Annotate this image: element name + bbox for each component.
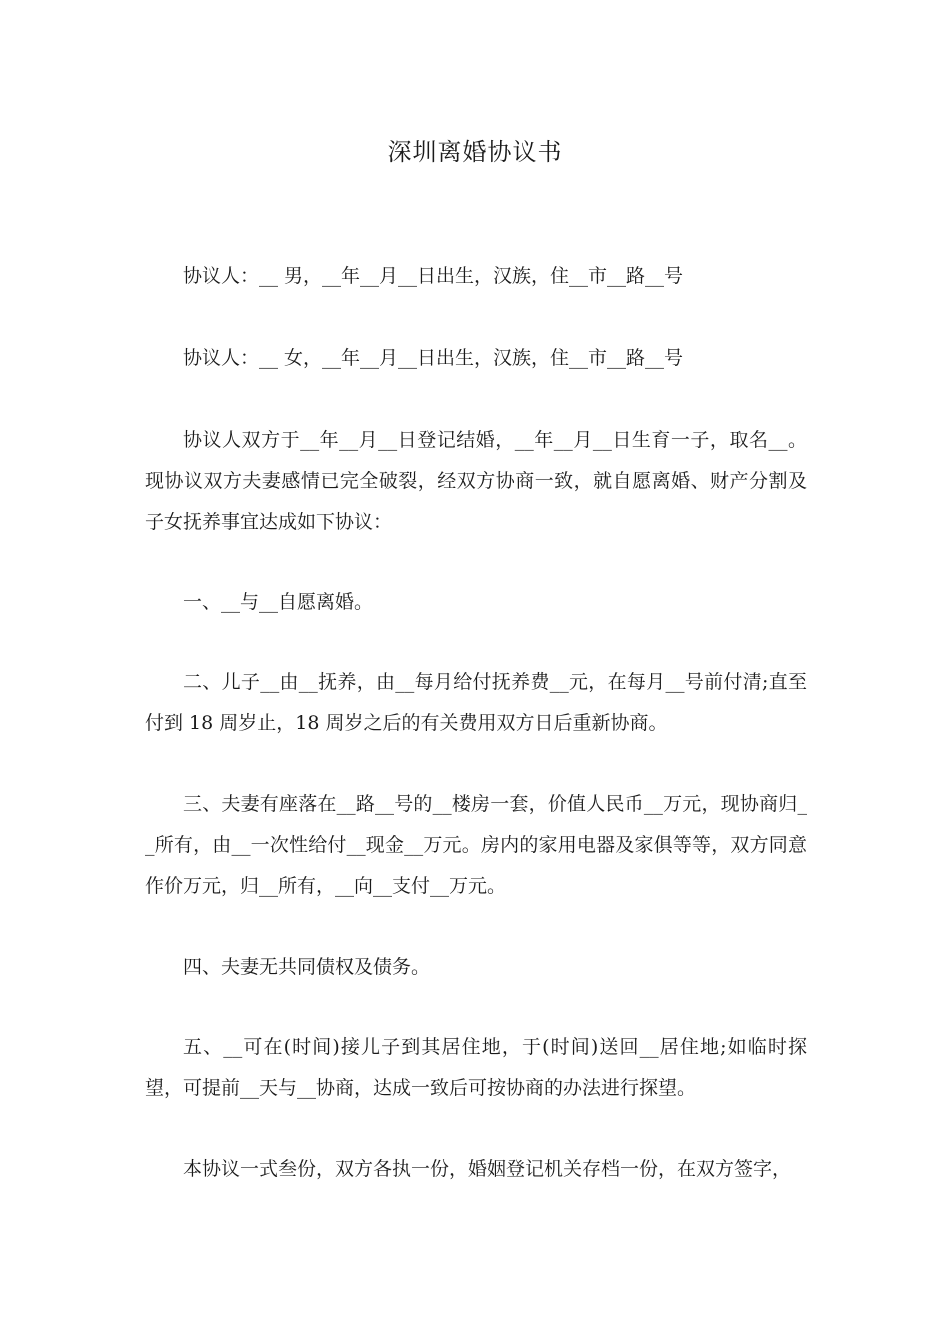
paragraph-clause-4: 四、夫妻无共同债权及债务。: [183, 956, 431, 978]
paragraph-party-female: 协议人：__ 女，__年__月__日出生，汉族，住__市__路__号: [183, 347, 684, 369]
paragraph-copies: 本协议一式叁份，双方各执一份，婚姻登记机关存档一份，在双方签字，: [183, 1158, 792, 1180]
paragraph-party-male: 协议人：__ 男，__年__月__日出生，汉族，住__市__路__号: [183, 265, 684, 287]
document-title: 深圳离婚协议书: [387, 138, 563, 166]
paragraph-marriage-background: 协议人双方于__年__月__日登记结婚，__年__月__日生育一子，取名__。现协议双方夫妻感情已完全破裂，经双方协商一致，就自愿离婚、财产分割及子女抚养事宜达成如下协议：: [145, 429, 807, 533]
paragraph-clause-2: 二、儿子__由__抚养，由__每月给付抚养费__元，在每月__号前付清;直至付到 18 周岁止，18 周岁之后的有关费用双方日后重新协商。: [145, 671, 807, 734]
paragraph-clause-5: 五、__可在(时间)接儿子到其居住地，于(时间)送回__居住地;如临时探望，可提前__天与__协商，达成一致后可按协商的办法进行探望。: [145, 1036, 807, 1099]
paragraph-clause-3: 三、夫妻有座落在__路__号的__楼房一套，价值人民币__万元，现协商归__所有，由__一次性给付__现金__万元。房内的家用电器及家俱等等，双方同意作价万元，归__所有，__向__支付__万元。: [145, 793, 807, 897]
paragraph-clause-1: 一、__与__自愿离婚。: [183, 591, 374, 613]
